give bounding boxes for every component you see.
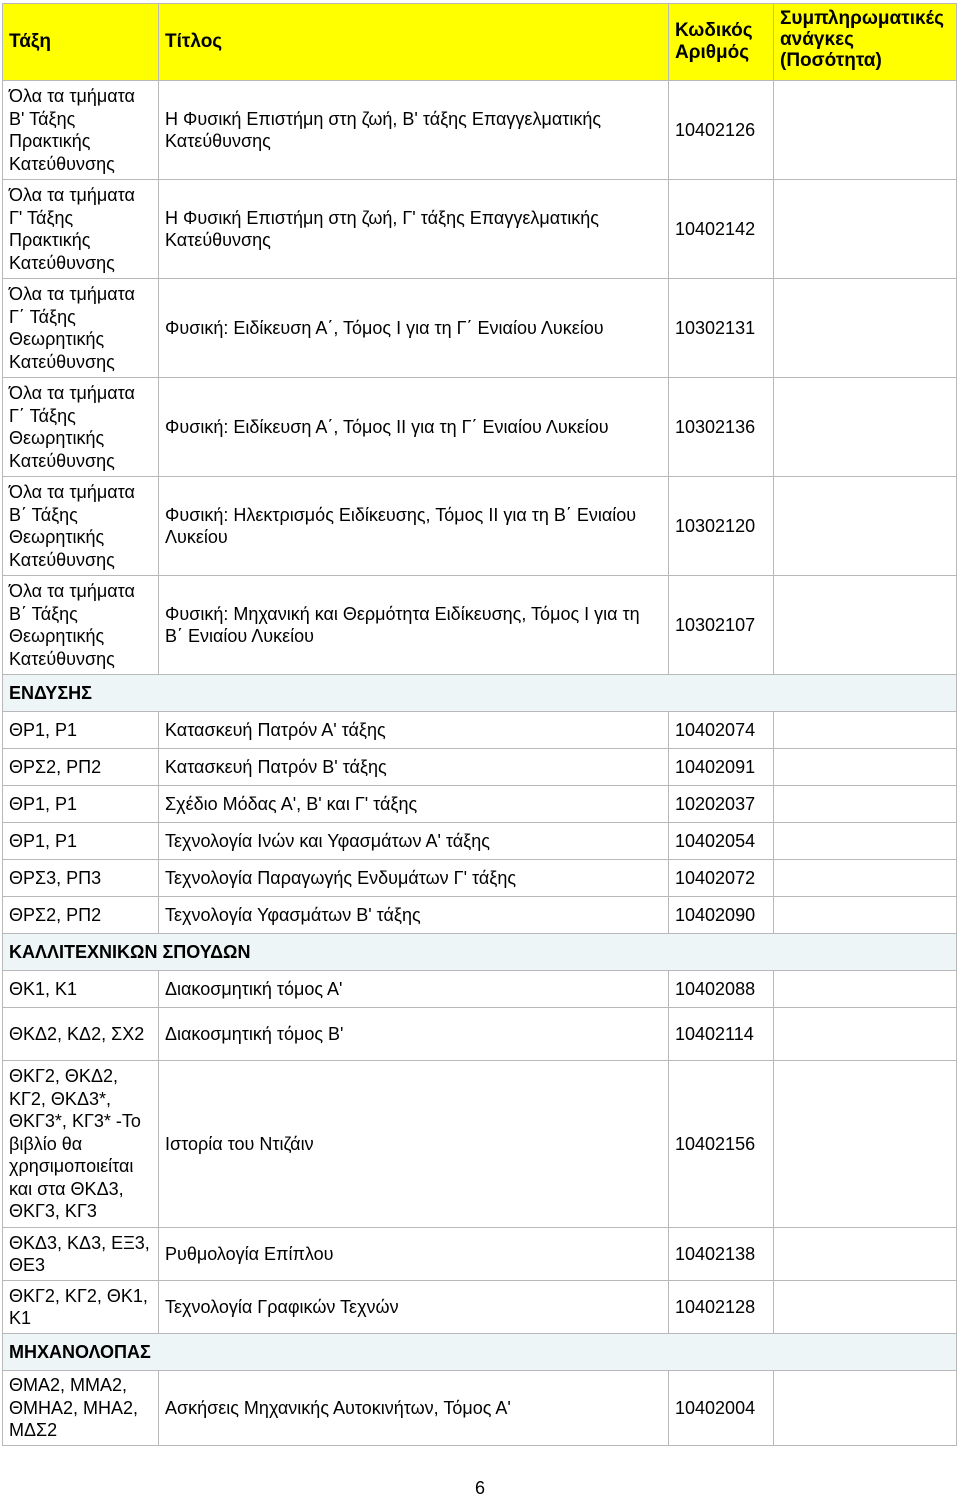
row-title: Κατασκευή Πατρόν Β' τάξης <box>159 749 669 786</box>
row-needs <box>774 180 957 279</box>
row-class: ΘΚ1, Κ1 <box>3 971 159 1008</box>
table-row <box>3 180 957 279</box>
row-needs <box>774 1281 957 1334</box>
row-needs <box>774 860 957 897</box>
row-code: 10302120 <box>669 477 774 576</box>
table-row <box>3 749 957 786</box>
table-row <box>3 279 957 378</box>
header-row <box>3 4 957 81</box>
row-needs <box>774 749 957 786</box>
row-class: ΘΚΓ2, ΚΓ2, ΘΚ1, Κ1 <box>3 1281 159 1334</box>
table-row <box>3 1008 957 1061</box>
row-needs <box>774 1371 957 1446</box>
row-code: 10402142 <box>669 180 774 279</box>
row-title: Φυσική: Μηχανική και Θερμότητα Ειδίκευσης, Τόμος Ι για τη Β΄ Ενιαίου Λυκείου <box>159 576 669 675</box>
row-code: 10402138 <box>669 1228 774 1281</box>
row-needs <box>774 477 957 576</box>
row-code: 10402114 <box>669 1008 774 1061</box>
row-needs <box>774 81 957 180</box>
row-code: 10402088 <box>669 971 774 1008</box>
row-title: Η Φυσική Επιστήμη στη ζωή, Β' τάξης Επαγγελματικής Κατεύθυνσης <box>159 81 669 180</box>
row-class: ΘΚΔ2, ΚΔ2, ΣΧ2 <box>3 1008 159 1061</box>
row-code: 10402054 <box>669 823 774 860</box>
row-needs <box>774 786 957 823</box>
row-class: Όλα τα τμήματα Γ΄ Τάξης Θεωρητικής Κατεύθυνσης <box>3 279 159 378</box>
row-code: 10302107 <box>669 576 774 675</box>
section-row <box>3 1334 957 1371</box>
row-code: 10402004 <box>669 1371 774 1446</box>
row-title: Φυσική: Ηλεκτρισμός Ειδίκευσης, Τόμος ΙΙ για τη Β΄ Ενιαίου Λυκείου <box>159 477 669 576</box>
row-class: ΘΚΔ3, ΚΔ3, ΕΞ3, ΘΕ3 <box>3 1228 159 1281</box>
row-needs <box>774 279 957 378</box>
row-needs <box>774 712 957 749</box>
row-code: 10402090 <box>669 897 774 934</box>
row-needs <box>774 576 957 675</box>
table-row <box>3 823 957 860</box>
row-needs <box>774 823 957 860</box>
header-needs: Συμπληρωματικές ανάγκες (Ποσότητα) <box>774 4 957 81</box>
row-title: Φυσική: Ειδίκευση Α΄, Τόμος Ι για τη Γ΄ Ενιαίου Λυκείου <box>159 279 669 378</box>
row-class: ΘΡΣ2, ΡΠ2 <box>3 897 159 934</box>
books-table <box>2 3 957 1446</box>
section-heading: ΜΗΧΑΝΟΛΟΠΑΣ <box>3 1334 957 1371</box>
row-title: Ιστορία του Ντιζάιν <box>159 1061 669 1228</box>
row-class: ΘΡ1, Ρ1 <box>3 823 159 860</box>
row-class: Όλα τα τμήματα Γ΄ Τάξης Θεωρητικής Κατεύθυνσης <box>3 378 159 477</box>
row-code: 10402156 <box>669 1061 774 1228</box>
table-row <box>3 81 957 180</box>
row-code: 10402072 <box>669 860 774 897</box>
table-row <box>3 477 957 576</box>
section-row <box>3 934 957 971</box>
row-needs <box>774 1228 957 1281</box>
table-row <box>3 378 957 477</box>
row-needs <box>774 971 957 1008</box>
row-title: Η Φυσική Επιστήμη στη ζωή, Γ' τάξης Επαγγελματικής Κατεύθυνσης <box>159 180 669 279</box>
row-title: Τεχνολογία Ινών και Υφασμάτων Α' τάξης <box>159 823 669 860</box>
row-title: Κατασκευή Πατρόν Α' τάξης <box>159 712 669 749</box>
row-title: Ρυθμολογία Επίπλου <box>159 1228 669 1281</box>
row-title: Φυσική: Ειδίκευση Α΄, Τόμος ΙΙ για τη Γ΄ Ενιαίου Λυκείου <box>159 378 669 477</box>
table-row <box>3 576 957 675</box>
row-title: Τεχνολογία Παραγωγής Ενδυμάτων Γ' τάξης <box>159 860 669 897</box>
row-class: ΘΡ1, Ρ1 <box>3 712 159 749</box>
table-row <box>3 860 957 897</box>
row-needs <box>774 1008 957 1061</box>
row-title: Τεχνολογία Γραφικών Τεχνών <box>159 1281 669 1334</box>
row-class: Όλα τα τμήματα Γ' Τάξης Πρακτικής Κατεύθυνσης <box>3 180 159 279</box>
table-row <box>3 1228 957 1281</box>
row-code: 10202037 <box>669 786 774 823</box>
row-class: ΘΜΑ2, ΜΜΑ2, ΘΜΗΑ2, ΜΗΑ2, ΜΔΣ2 <box>3 1371 159 1446</box>
row-title: Σχέδιο Μόδας Α', Β' και Γ' τάξης <box>159 786 669 823</box>
row-title: Διακοσμητική τόμος Α' <box>159 971 669 1008</box>
row-code: 10402091 <box>669 749 774 786</box>
table-row <box>3 1281 957 1334</box>
row-code: 10402128 <box>669 1281 774 1334</box>
row-code: 10402074 <box>669 712 774 749</box>
row-title: Ασκήσεις Μηχανικής Αυτοκινήτων, Τόμος Α' <box>159 1371 669 1446</box>
table-row <box>3 786 957 823</box>
row-class: Όλα τα τμήματα Β' Τάξης Πρακτικής Κατεύθυνσης <box>3 81 159 180</box>
table-row <box>3 712 957 749</box>
header-class: Τάξη <box>3 4 159 81</box>
header-title: Τίτλος <box>159 4 669 81</box>
row-class: Όλα τα τμήματα Β΄ Τάξης Θεωρητικής Κατεύθυνσης <box>3 477 159 576</box>
table-row <box>3 1061 957 1228</box>
header-code: Κωδικός Αριθμός <box>669 4 774 81</box>
table-row <box>3 971 957 1008</box>
row-class: ΘΡΣ3, ΡΠ3 <box>3 860 159 897</box>
row-needs <box>774 378 957 477</box>
row-class: ΘΡΣ2, ΡΠ2 <box>3 749 159 786</box>
section-row <box>3 675 957 712</box>
page-number: 6 <box>474 1478 485 1498</box>
table-row <box>3 1371 957 1446</box>
section-heading: ΕΝΔΥΣΗΣ <box>3 675 957 712</box>
row-title: Διακοσμητική τόμος Β' <box>159 1008 669 1061</box>
row-code: 10402126 <box>669 81 774 180</box>
table-row <box>3 897 957 934</box>
row-class: Όλα τα τμήματα Β΄ Τάξης Θεωρητικής Κατεύθυνσης <box>3 576 159 675</box>
row-needs <box>774 1061 957 1228</box>
row-title: Τεχνολογία Υφασμάτων Β' τάξης <box>159 897 669 934</box>
row-class: ΘΡ1, Ρ1 <box>3 786 159 823</box>
section-heading: ΚΑΛΛΙΤΕΧΝΙΚΩΝ ΣΠΟΥΔΩΝ <box>3 934 957 971</box>
row-code: 10302131 <box>669 279 774 378</box>
row-class: ΘΚΓ2, ΘΚΔ2, ΚΓ2, ΘΚΔ3*, ΘΚΓ3*, ΚΓ3* -Το βιβλίο θα χρησιμοποιείται και στα ΘΚΔ3, ΘΚΓ3, ΚΓ3 <box>3 1061 159 1228</box>
row-needs <box>774 897 957 934</box>
row-code: 10302136 <box>669 378 774 477</box>
